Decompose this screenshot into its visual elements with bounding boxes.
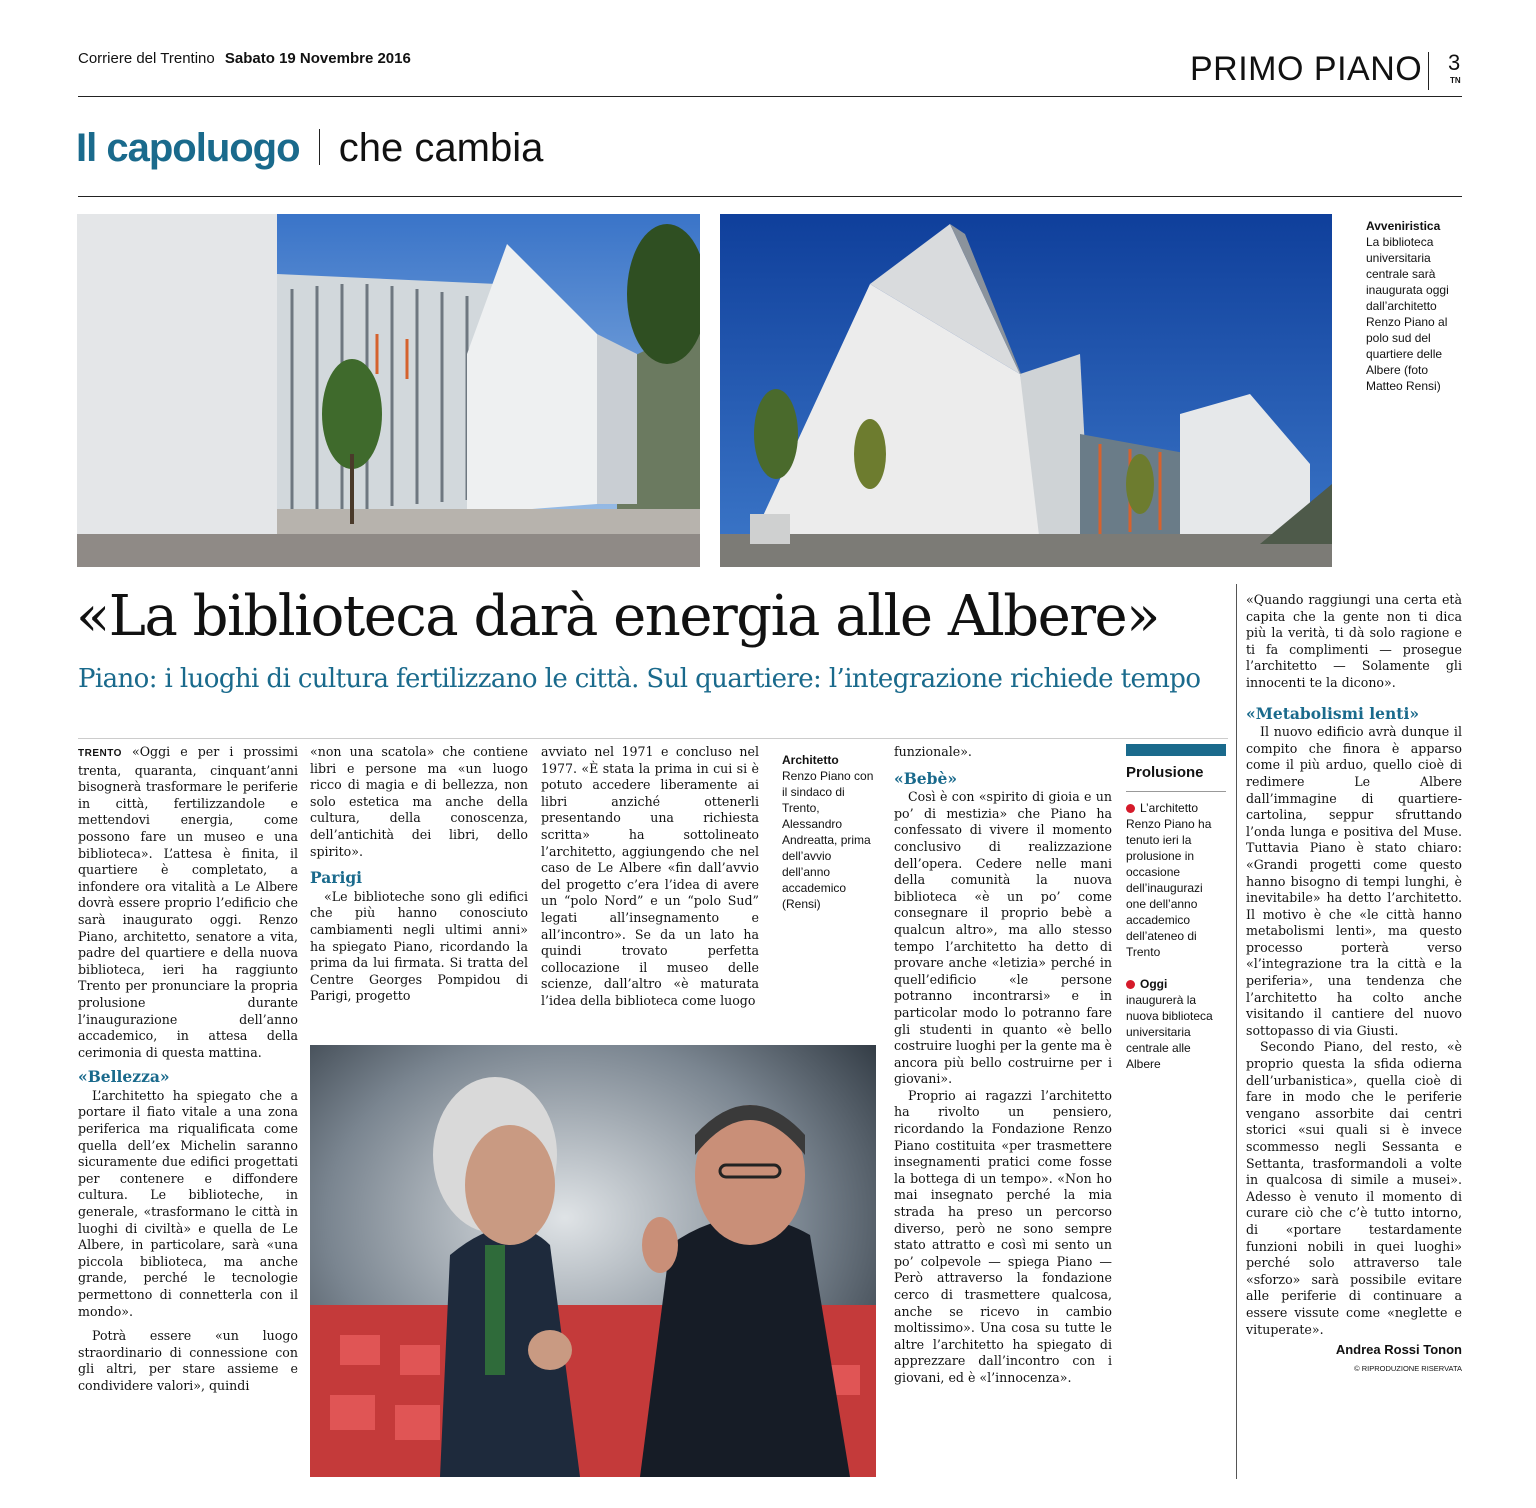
column-rule-right [1236,584,1237,1479]
sidebar-item-1 [1126,800,1226,960]
photo-caption-title: Avveniristica [1366,219,1441,233]
kicker [76,124,543,172]
author-byline: Andrea Rossi Tonon [1335,1342,1462,1358]
subhead-metabolismi: «Metabolismi lenti» [1246,703,1420,723]
article-col-3 [541,744,759,1010]
col4-paragraph-1: Così è con «spirito di gioia e un po’ di mestizia» che Piano ha confessato di vivere il momento conclusivo di realizzazione dell’opera. Cedere nelle mani della comunità la nuova biblioteca «è un po’ come consegnare il proprio bebè a qualcun altro», ma allo stesso tempo l’architetto ha detto di provare anche «letizia» perché in quell’edificio «le persone potranno incontrarsi» e in particolar modo lo potranno fare gli studenti in quanto «è bello costruire luoghi per la gente ma è ancora più bello costruirne per i giovani». [894,789,1112,1087]
library-photo-right [720,214,1332,567]
masthead-line [78,50,411,67]
col1-paragraph-3: Potrà essere «un luogo straordinario di connessione con gli altri, per stare assieme e condividere valori», quindi [78,1328,298,1393]
subhead-bellezza: «Bellezza» [78,1067,170,1087]
headline: «La biblioteca darà energia alle Albere» [76,584,1159,649]
article-col-1 [78,744,298,1395]
article-col-2 [310,744,528,1005]
kicker-divider [319,129,320,165]
col4-paragraph-0: funzionale». [894,744,972,759]
kicker-rule [78,196,1462,197]
sidebar-box [1126,744,1226,1072]
issue-date: Sabato 19 Novembre 2016 [224,50,411,67]
sidebar-item-2-bold: Oggi [1140,977,1168,991]
bullet-icon [1126,980,1135,989]
sidebar-rule [1126,791,1226,792]
col4-paragraph-2: Proprio ai ragazzi l’architetto ha rivolto un pensiero, ricordando la Fondazione Renzo Piano costituita «per trasmettere insegnamenti pratici come fosse la bottega di un tempo». «Non ho mai insegnato perché la mia strada ha preso un percorso diverso, però ne sono sempre stato attratto e così mi sento un po’ colpevole — spiega Piano — Però attraverso la fondazione cerco di trasmettere qualcosa, anche se ricevo in cambio moltissimo». Una cosa su tutte le altre l’architetto ha spiegato di apprezzare dall’incontro con i giovani, ed è «l’innocenza». [894,1087,1112,1385]
col1-paragraph-2: L’architetto ha spiegato che a portare il fiato vitale a una zona periferica ma riqualificata come quella dell’ex Michelin saranno sicuramente due edifici progettati per contenere e diffondere cultura. Le biblioteche, in generale, «trasformano le città in luoghi di civiltà» e quella de Le Albere, in particolare, sarà «una piccola biblioteca, ma anche grande, perché le tecnologie permettono di connetterla con il mondo». [78,1087,298,1319]
library-photo-left [77,214,700,567]
header-rule [78,96,1462,97]
header-divider [1428,52,1429,90]
sidebar-title: Prolusione [1126,764,1204,781]
col2-paragraph-2: «Le biblioteche sono gli edifici che più hanno conosciuto cambiamenti negli ultimi anni» ha spiegato Piano, ricordando la prima da lui firmata. Si tratta del Centre Georges Pompidou di Parigi, progetto [310,888,528,1004]
photo-caption-text: La biblioteca universitaria centrale sarà inaugurata oggi dall’architetto Renzo Piano al polo sud del quartiere delle Albere (foto Matteo Rensi) [1366,235,1449,393]
sidebar-item-2 [1126,976,1226,1072]
col6-paragraph-3: Secondo Piano, del resto, «è proprio questa la sfida odierna dell’urbanistica», quella cioè di fare in modo che le periferie vengano assorbite dai centri storici «sui quali si è invece scommesso negli Sessanta e Settanta, trasformandoli a volte in qualcosa di simile a musei». Adesso è venuto il momento di curare ciò che c’è tutto intorno, di «portare testardamente funzioni nobili in quei luoghi» perché solo attraverso tale «sforzo» sarà possibile evitare alle periferie di continuare a essere vissute come «neglette e vituperate». [1246,1039,1462,1337]
portrait-photo [310,1045,876,1477]
col3-paragraph-1: avviato nel 1971 e concluso nel 1977. «È stata la prima in cui si è potuto accedere liberamente ai libri anziché ottenerli presentando una richiesta scritta» ha sottolineato l’architetto, aggiungendo che nel caso de Le Albere «fin dall’avvio del progetto c’era l’idea di avere un “polo Nord” e un “polo Sud” legati all’insegnamento e all’incontro». Se da un lato ha quindi trovato perfetta collocazione il museo delle scienze, dall’altro «è maturata l’idea della biblioteca come luogo [541,744,759,1008]
bullet-icon [1126,804,1135,813]
col6-paragraph-2: Il nuovo edificio avrà dunque il compito che finora è apparso come il più arduo, quello cioè di redimere Le Albere dall’immagine di quartiere-cartolina, seppur sfruttando l’onda lunga e positiva del Muse. Tuttavia Piano è stato chiaro: «Grandi progetti come questo hanno bisogno di tempi lunghi, è inevitabile» ha detto l’architetto. Il motivo è che «le città hanno metabolismi lenti», ma questo processo porterà verso «l’integrazione tra la città e la periferia», una tendenza che l’architetto ha colto anche visitando il cantiere del nuovo sottopasso di via Giusti. [1246,724,1462,1038]
col1-paragraph-1: «Oggi e per i prossimi trenta, quaranta, cinquant’anni bisognerà trasformare le periferie in città, fertilizzandole e mettendovi energia, come possono fare un museo e una biblioteca». L’attesa è finita, il quartiere è completato, a infondere ora vitalità a Le Albere dovrà essere proprio l’edificio che sarà inaugurato oggi. Renzo Piano, architetto, senatore a vita, padre del quartiere e della nuova biblioteca, ieri ha raggiunto Trento per pronunciare la propria prolusione durante l’inaugurazione dell’anno accademico, in attesa della cerimonia di questa mattina. [78,744,298,1060]
portrait-caption [782,752,878,912]
kicker-light: che cambia [338,126,544,170]
subheadline: Piano: i luoghi di cultura fertilizzano le città. Sul quartiere: l’integrazione richiede tempo [78,664,1201,694]
page-edition: TN [1450,76,1461,85]
portrait-caption-text: Renzo Piano con il sindaco di Trento, Alessandro Andreatta, prima dell’avvio dell’anno accademico (Rensi) [782,769,874,911]
portrait-caption-title: Architetto [782,753,839,767]
article-col-6 [1246,592,1462,1377]
body-top-rule [78,738,1228,739]
page-number: 3 [1448,50,1461,75]
copyright-notice: © RIPRODUZIONE RISERVATA [1354,1363,1462,1373]
col6-paragraph-1: «Quando raggiungi una certa età capita che la gente non ti dica più la verità, ti dà solo ragione e ti fa complimenti — prosegue l’architetto — Solamente gli innocenti te la dicono». [1246,592,1462,690]
sidebar-item-1-text: L’architetto Renzo Piano ha tenuto ieri la prolusione in occasione dell’inaugurazi one dell’anno accademico dell’ateneo di Trento [1126,801,1212,959]
paper-name: Corriere del Trentino [78,50,215,67]
section-name: PRIMO PIANO [1190,50,1423,88]
col2-paragraph-1: «non una scatola» che contiene libri e persone ma «un luogo ricco di magia e di bellezza, non solo estetica ma anche della cultura, della conoscenza, dell’antichità dei libri, dello spirito». [310,744,528,859]
kicker-bold: Il capoluogo [76,126,300,170]
sidebar-item-2-text: inaugurerà la nuova biblioteca universitaria centrale alle Albere [1126,993,1213,1071]
subhead-parigi: Parigi [310,868,363,888]
article-col-4 [894,744,1112,1387]
photo-caption [1366,218,1466,394]
subhead-bebe: «Bebè» [894,768,958,788]
sidebar-bar [1126,744,1226,756]
dateline: TRENTO [78,748,122,759]
